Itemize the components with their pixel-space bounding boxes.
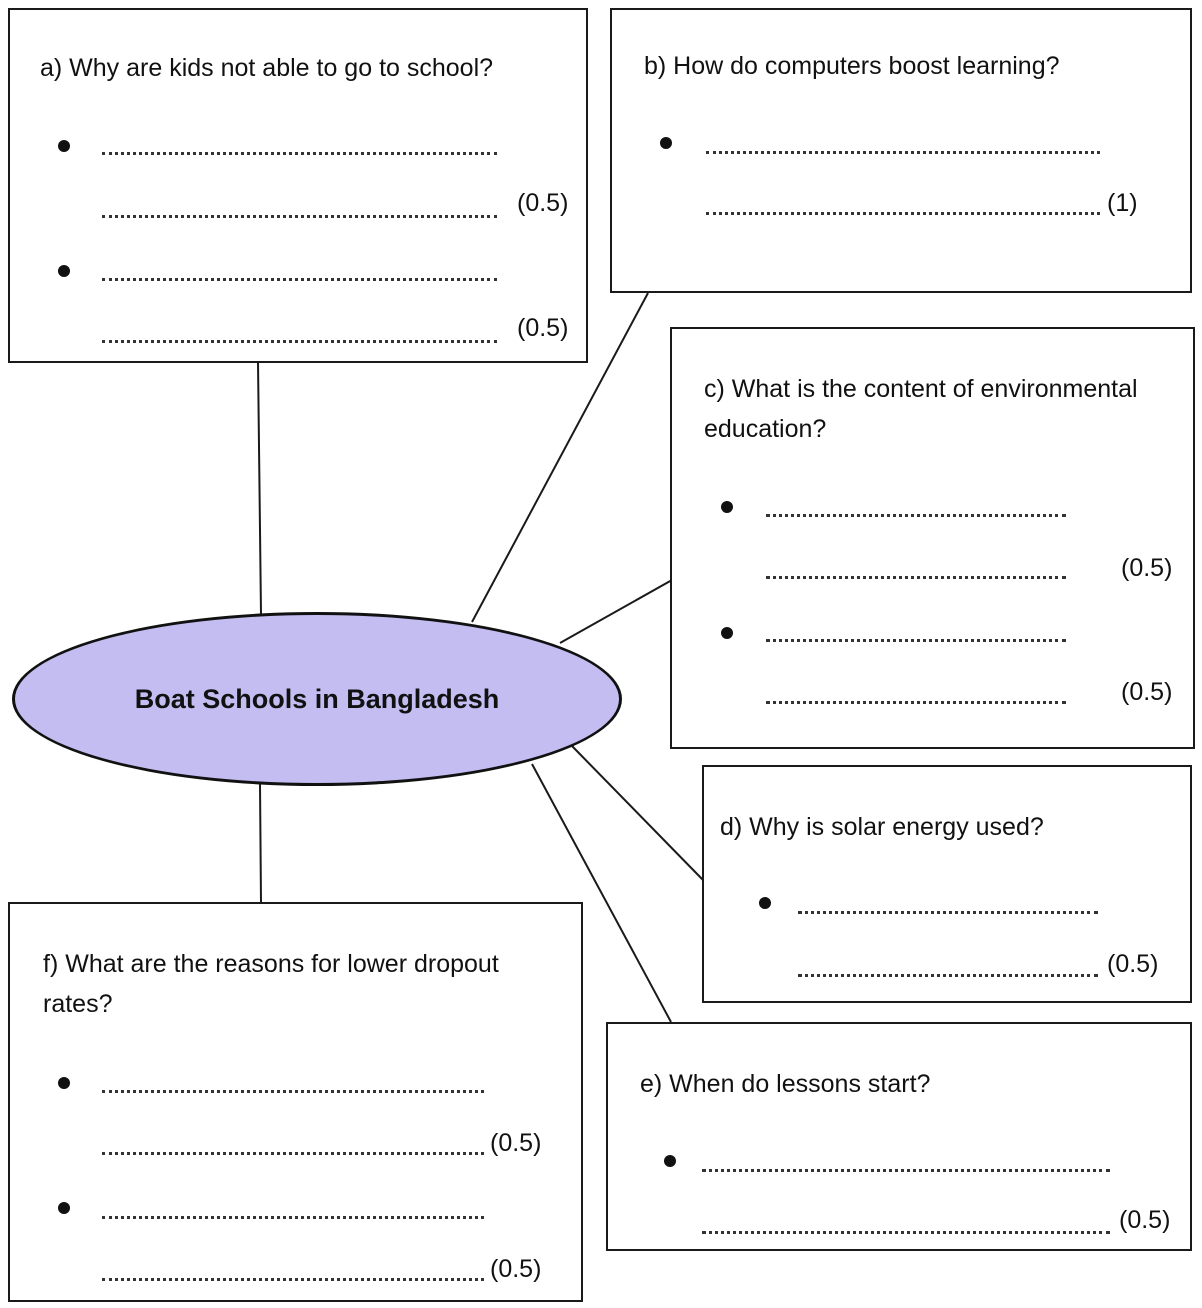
- answer-line-a2[interactable]: [102, 215, 497, 218]
- answer-line-e2[interactable]: [702, 1231, 1110, 1234]
- score-c1: (0.5): [1121, 554, 1173, 582]
- answer-line-b2[interactable]: [706, 212, 1100, 215]
- answer-line-f2[interactable]: [102, 1152, 484, 1155]
- answer-line-d2[interactable]: [798, 974, 1098, 977]
- question-box-d: [702, 765, 1192, 1003]
- bullet-icon: [58, 1202, 70, 1214]
- question-e-text: e) When do lessons start?: [640, 1070, 931, 1098]
- answer-line-d1[interactable]: [798, 911, 1098, 914]
- question-d-text: d) Why is solar energy used?: [720, 813, 1044, 841]
- question-b-text: b) How do computers boost learning?: [644, 52, 1060, 80]
- answer-line-f3[interactable]: [102, 1216, 484, 1219]
- question-box-c: [670, 327, 1195, 749]
- bullet-icon: [58, 265, 70, 277]
- answer-line-a4[interactable]: [102, 340, 497, 343]
- answer-line-c2[interactable]: [766, 576, 1066, 579]
- question-box-e: [606, 1022, 1192, 1251]
- score-f1: (0.5): [490, 1129, 542, 1157]
- question-f-text-line1: f) What are the reasons for lower dropout: [43, 950, 499, 978]
- question-box-f: [8, 902, 583, 1302]
- central-topic-label: Boat Schools in Bangladesh: [134, 683, 500, 714]
- central-topic-ellipse: [12, 612, 622, 786]
- score-c2: (0.5): [1121, 678, 1173, 706]
- answer-line-b1[interactable]: [706, 151, 1100, 154]
- answer-line-c3[interactable]: [766, 639, 1066, 642]
- answer-line-f1[interactable]: [102, 1090, 484, 1093]
- score-e1: (0.5): [1119, 1206, 1171, 1234]
- answer-line-a3[interactable]: [102, 278, 497, 281]
- bullet-icon: [58, 1077, 70, 1089]
- question-box-b: [610, 8, 1192, 293]
- answer-line-f4[interactable]: [102, 1278, 484, 1281]
- score-f2: (0.5): [490, 1255, 542, 1283]
- answer-line-c1[interactable]: [766, 514, 1066, 517]
- bullet-icon: [660, 137, 672, 149]
- answer-line-a1[interactable]: [102, 152, 497, 155]
- bullet-icon: [58, 140, 70, 152]
- connector-a: [258, 362, 261, 614]
- bullet-icon: [721, 501, 733, 513]
- question-box-a: [8, 8, 588, 363]
- question-a-text: a) Why are kids not able to go to school?: [40, 54, 494, 82]
- answer-line-c4[interactable]: [766, 701, 1066, 704]
- score-a1: (0.5): [517, 189, 569, 217]
- question-c-text-line2: education?: [704, 415, 827, 443]
- bullet-icon: [721, 627, 733, 639]
- connector-f: [260, 784, 261, 903]
- score-a2: (0.5): [517, 314, 569, 342]
- answer-line-e1[interactable]: [702, 1169, 1110, 1172]
- connector-d: [572, 746, 703, 880]
- bullet-icon: [664, 1155, 676, 1167]
- bullet-icon: [759, 897, 771, 909]
- question-c-text-line1: c) What is the content of environmental: [704, 375, 1138, 403]
- connector-c: [560, 580, 672, 643]
- question-f-text-line2: rates?: [43, 990, 113, 1018]
- score-b1: (1): [1107, 189, 1138, 217]
- score-d1: (0.5): [1107, 950, 1159, 978]
